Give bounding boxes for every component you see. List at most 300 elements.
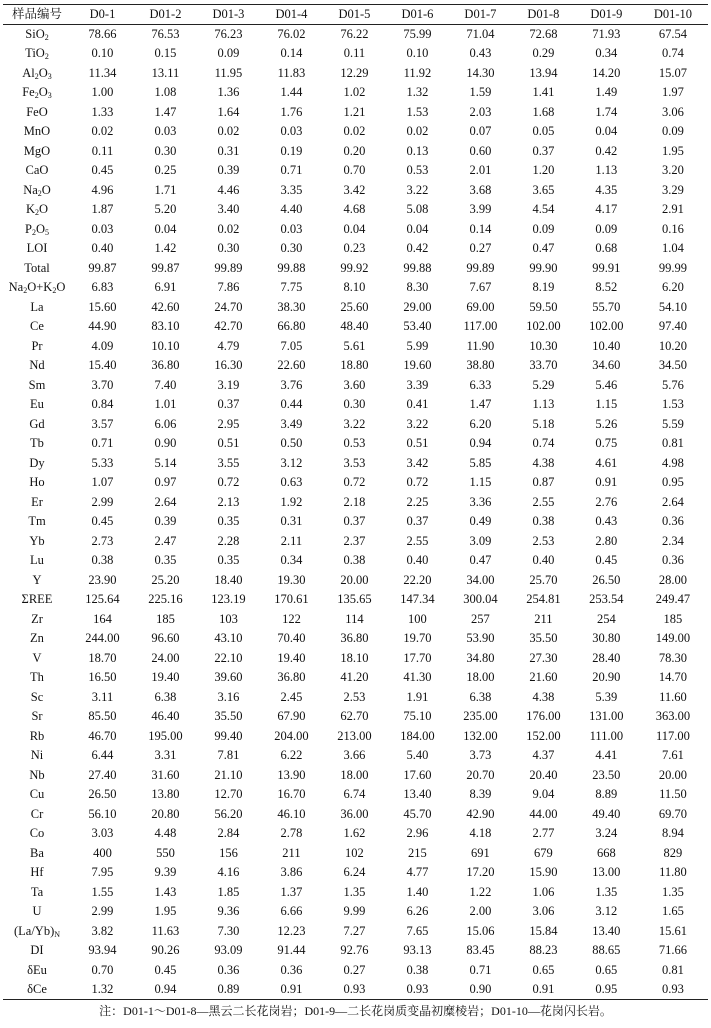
table-cell: 3.55 — [217, 455, 240, 470]
table-cell: 1.35 — [343, 884, 366, 899]
row-label: $Na_2O+K_2O$ — [8, 280, 66, 296]
table-cell: 122 — [282, 611, 301, 626]
table-cell: 2.47 — [154, 533, 177, 548]
table-cell: 249.47 — [655, 592, 691, 607]
table-cell: 1.13 — [532, 397, 555, 412]
table-cell: 11.83 — [277, 65, 306, 80]
table-cell: 53.90 — [466, 631, 495, 646]
table-row — [3, 142, 708, 162]
table-cell: 76.23 — [214, 27, 243, 41]
table-cell: 6.33 — [469, 377, 492, 392]
table-cell: 4.77 — [406, 865, 429, 880]
row-label: δEu — [27, 962, 47, 977]
table-cell: 15.84 — [529, 923, 558, 938]
table-cell: 5.14 — [154, 455, 177, 470]
table-cell: 0.31 — [217, 143, 240, 158]
table-cell: 46.40 — [151, 709, 180, 724]
table-cell: 83.45 — [466, 943, 495, 958]
table-cell: 1.43 — [154, 884, 177, 899]
table-cell: 8.52 — [595, 280, 618, 295]
table-row — [3, 220, 708, 240]
row-label: Eu — [30, 397, 44, 412]
table-cell: 5.46 — [595, 377, 618, 392]
table-cell: 0.34 — [595, 46, 618, 61]
row-label: Sc — [30, 689, 44, 704]
row-label: Zr — [31, 611, 43, 626]
table-cell: 0.25 — [154, 163, 177, 178]
table-cell: 1.33 — [91, 104, 114, 119]
table-cell: 2.77 — [532, 826, 555, 841]
table-cell: 4.54 — [532, 202, 555, 217]
table-cell: 0.37 — [532, 143, 555, 158]
row-label: Cr — [30, 806, 44, 821]
table-cell: 691 — [471, 845, 490, 860]
table-cell: 18.00 — [340, 767, 369, 782]
table-cell: 0.42 — [595, 143, 618, 158]
table-cell: 7.05 — [280, 338, 303, 353]
table-cell: 20.00 — [658, 767, 687, 782]
table-row — [3, 688, 708, 708]
table-cell: 0.71 — [91, 436, 114, 451]
table-cell: 0.40 — [406, 553, 429, 568]
table-cell: 3.53 — [343, 455, 366, 470]
table-cell: 4.17 — [595, 202, 618, 217]
table-row — [3, 766, 708, 786]
table-row — [3, 746, 708, 766]
table-cell: 25.70 — [529, 572, 558, 587]
table-cell: 147.34 — [400, 592, 435, 607]
table-cell: 0.51 — [217, 436, 240, 451]
table-cell: 15.07 — [658, 65, 687, 80]
table-cell: 11.50 — [659, 787, 687, 802]
table-cell: 3.12 — [280, 455, 303, 470]
table-cell: 164 — [93, 611, 112, 626]
table-cell: 85.50 — [88, 709, 117, 724]
table-cell: 12.70 — [214, 787, 243, 802]
table-cell: 6.24 — [343, 865, 366, 880]
table-cell: 0.71 — [469, 962, 492, 977]
table-cell: 4.79 — [217, 338, 240, 353]
table-cell: 0.81 — [661, 962, 684, 977]
table-cell: 36.00 — [340, 806, 369, 821]
table-cell: 0.40 — [532, 553, 555, 568]
table-cell: 20.80 — [151, 806, 180, 821]
table-cell: 3.24 — [595, 826, 618, 841]
table-cell: 1.97 — [661, 85, 684, 100]
table-cell: 254 — [596, 611, 616, 626]
table-cell: 41.20 — [340, 670, 369, 685]
table-cell: 1.95 — [661, 143, 684, 158]
table-cell: 2.84 — [217, 826, 240, 841]
table-row — [3, 844, 708, 864]
table-cell: 3.35 — [280, 182, 303, 197]
table-cell: 24.70 — [214, 299, 243, 314]
table-cell: 0.53 — [343, 436, 366, 451]
table-cell: 34.00 — [466, 572, 495, 587]
table-cell: 15.61 — [658, 923, 687, 938]
table-cell: 195.00 — [148, 728, 183, 743]
table-cell: 0.09 — [217, 46, 240, 61]
table-cell: 131.00 — [589, 709, 624, 724]
table-cell: 99.90 — [529, 260, 558, 275]
table-cell: 11.95 — [214, 65, 243, 80]
table-cell: 0.36 — [661, 553, 684, 568]
table-cell: 0.04 — [406, 221, 429, 236]
table-cell: 0.34 — [280, 553, 303, 568]
table-cell: 13.80 — [151, 787, 180, 802]
table-cell: 0.10 — [91, 46, 114, 61]
table-cell: 1.87 — [91, 202, 114, 217]
table-cell: 48.40 — [340, 319, 369, 334]
table-cell: 19.40 — [277, 650, 306, 665]
row-label: Hf — [30, 865, 44, 880]
table-cell: 2.53 — [343, 689, 366, 704]
table-cell: 0.30 — [343, 397, 366, 412]
table-cell: 2.28 — [217, 533, 240, 548]
table-cell: 2.96 — [406, 826, 429, 841]
table-cell: 20.70 — [466, 767, 495, 782]
table-cell: 0.35 — [154, 553, 177, 568]
table-cell: 1.04 — [661, 241, 684, 256]
table-row — [3, 415, 708, 435]
table-cell: 102 — [345, 845, 364, 860]
table-cell: 3.99 — [469, 202, 492, 217]
table-cell: 15.60 — [88, 299, 117, 314]
table-cell: 0.29 — [532, 46, 555, 61]
table-cell: 99.88 — [277, 260, 306, 275]
table-cell: 42.90 — [466, 806, 495, 821]
table-cell: 6.20 — [469, 416, 492, 431]
table-cell: 0.71 — [280, 163, 303, 178]
table-cell: 1.08 — [154, 85, 177, 100]
table-cell: 1.15 — [595, 397, 618, 412]
table-cell: 0.91 — [595, 475, 618, 490]
table-cell: 13.40 — [403, 787, 432, 802]
header-cell: D0-1 — [71, 5, 134, 25]
table-row — [3, 649, 708, 669]
table-row — [3, 25, 708, 45]
table-cell: 4.35 — [595, 182, 618, 197]
table-cell: 0.53 — [406, 163, 429, 178]
table-cell: 62.70 — [340, 709, 369, 724]
table-cell: 3.66 — [343, 748, 366, 763]
table-cell: 11.80 — [659, 865, 687, 880]
table-cell: 3.86 — [280, 865, 303, 880]
table-row — [3, 961, 708, 981]
row-label: ΣREE — [21, 592, 53, 607]
table-cell: 0.30 — [280, 241, 303, 256]
table-cell: 22.60 — [277, 358, 306, 373]
table-cell: 4.61 — [595, 455, 618, 470]
table-cell: 41.30 — [403, 670, 432, 685]
table-cell: 100 — [408, 611, 427, 626]
table-cell: 3.20 — [661, 163, 684, 178]
table-cell: 46.10 — [277, 806, 306, 821]
table-cell: 8.10 — [343, 280, 366, 295]
table-cell: 0.10 — [406, 46, 429, 61]
table-cell: 6.06 — [154, 416, 177, 431]
row-label: Sr — [31, 709, 43, 724]
table-cell: 3.22 — [343, 416, 366, 431]
table-row — [3, 239, 708, 259]
table-cell: 0.90 — [154, 436, 177, 451]
table-cell: 36.80 — [277, 670, 306, 685]
table-cell: 99.92 — [340, 260, 369, 275]
table-cell: 2.95 — [217, 416, 240, 431]
table-cell: 3.42 — [406, 455, 429, 470]
table-cell: 7.95 — [91, 865, 114, 880]
row-label: Ta — [30, 884, 44, 899]
table-cell: 3.70 — [91, 377, 114, 392]
table-cell: 3.29 — [661, 182, 684, 197]
row-label: $P_2O_5$ — [25, 221, 49, 237]
row-label: Rb — [29, 728, 45, 743]
table-cell: 2.25 — [406, 494, 429, 509]
table-cell: 7.61 — [661, 748, 684, 763]
table-cell: 1.21 — [343, 104, 366, 119]
table-cell: 9.04 — [532, 787, 555, 802]
table-cell: 76.02 — [277, 27, 306, 41]
table-cell: 0.93 — [323, 980, 386, 1000]
table-cell: 1.01 — [154, 397, 177, 412]
table-row — [3, 181, 708, 201]
table-cell: 1.32 — [71, 980, 134, 1000]
row-label: LOI — [26, 241, 48, 256]
table-cell: 1.53 — [406, 104, 429, 119]
table-cell: 3.68 — [469, 182, 492, 197]
table-cell: 3.73 — [469, 748, 492, 763]
table-cell: 176.00 — [526, 709, 561, 724]
table-cell: 4.37 — [532, 748, 555, 763]
table-cell: 4.38 — [532, 689, 555, 704]
table-cell: 99.87 — [88, 260, 117, 275]
table-cell: 99.89 — [466, 260, 495, 275]
table-row — [3, 356, 708, 376]
table-cell: 6.66 — [280, 904, 303, 919]
table-cell: 3.31 — [154, 748, 177, 763]
table-cell: 5.59 — [661, 416, 684, 431]
table-cell: 2.34 — [661, 533, 684, 548]
table-cell: 75.99 — [403, 27, 432, 41]
table-cell: 0.74 — [661, 46, 684, 61]
row-label: Sm — [28, 377, 46, 392]
table-cell: 2.55 — [532, 494, 555, 509]
table-cell: 2.73 — [91, 533, 114, 548]
table-cell: 1.53 — [661, 397, 684, 412]
table-cell: 39.60 — [214, 670, 243, 685]
table-cell: 8.30 — [406, 280, 429, 295]
table-row — [3, 532, 708, 552]
table-row — [3, 805, 708, 825]
table-cell: 2.00 — [469, 904, 492, 919]
table-cell: 90.26 — [151, 943, 180, 958]
table-cell: 75.10 — [403, 709, 432, 724]
table-cell: 5.39 — [595, 689, 618, 704]
table-cell: 0.11 — [91, 143, 114, 158]
row-label: δCe — [3, 980, 71, 1000]
table-cell: 0.93 — [638, 980, 708, 1000]
table-cell: 5.18 — [532, 416, 555, 431]
table-cell: 38.30 — [277, 299, 306, 314]
header-cell: D01-4 — [260, 5, 323, 25]
table-cell: 11.92 — [403, 65, 432, 80]
row-label: Nd — [29, 358, 45, 373]
table-body — [3, 25, 708, 1000]
table-cell: 3.76 — [280, 377, 303, 392]
table-cell: 9.99 — [343, 904, 366, 919]
table-cell: 225.16 — [148, 592, 183, 607]
table-cell: 42.70 — [214, 319, 243, 334]
table-cell: 11.34 — [88, 65, 117, 80]
table-cell: 3.16 — [217, 689, 240, 704]
table-cell: 5.76 — [661, 377, 684, 392]
table-cell: 5.08 — [406, 202, 429, 217]
table-cell: 0.37 — [406, 514, 429, 529]
table-cell: 1.41 — [532, 85, 555, 100]
table-cell: 2.78 — [280, 826, 303, 841]
table-cell: 4.40 — [280, 202, 303, 217]
table-cell: 0.14 — [280, 46, 303, 61]
table-cell: 5.61 — [343, 338, 366, 353]
table-cell: 111.00 — [589, 728, 624, 743]
table-cell: 5.40 — [406, 748, 429, 763]
table-row — [3, 200, 708, 220]
table-cell: 0.72 — [343, 475, 366, 490]
table-cell: 2.45 — [280, 689, 303, 704]
table-cell: 7.65 — [406, 923, 429, 938]
table-cell: 3.65 — [532, 182, 555, 197]
table-cell: 1.49 — [595, 85, 618, 100]
table-cell: 56.10 — [88, 806, 117, 821]
table-cell: 18.70 — [88, 650, 117, 665]
table-cell: 2.55 — [406, 533, 429, 548]
header-cell: D01-10 — [638, 5, 708, 25]
table-cell: 91.44 — [277, 943, 306, 958]
table-row — [3, 922, 708, 942]
table-cell: 10.30 — [529, 338, 558, 353]
table-cell: 3.40 — [217, 202, 240, 217]
table-cell: 204.00 — [274, 728, 309, 743]
table-cell: 12.29 — [340, 65, 369, 80]
table-cell: 10.40 — [592, 338, 621, 353]
table-cell: 92.76 — [340, 943, 369, 958]
table-cell: 31.60 — [151, 767, 180, 782]
table-cell: 215 — [408, 845, 427, 860]
table-cell: 6.26 — [406, 904, 429, 919]
table-cell: 257 — [471, 611, 490, 626]
table-cell: 0.20 — [343, 143, 366, 158]
table-row — [3, 278, 708, 298]
table-cell: 18.80 — [340, 358, 369, 373]
table-row — [3, 629, 708, 649]
table-cell: 13.94 — [529, 65, 558, 80]
table-cell: 0.19 — [280, 143, 303, 158]
table-cell: 0.30 — [217, 241, 240, 256]
table-cell: 9.39 — [154, 865, 177, 880]
table-cell: 4.16 — [217, 865, 240, 880]
table-cell: 254.81 — [526, 592, 561, 607]
table-cell: 0.40 — [91, 241, 114, 256]
row-label: $K_2O$ — [25, 202, 49, 218]
table-cell: 1.64 — [217, 104, 240, 119]
table-cell: 19.40 — [151, 670, 180, 685]
table-cell: 170.61 — [274, 592, 309, 607]
table-cell: 0.35 — [217, 553, 240, 568]
table-row — [3, 610, 708, 630]
table-cell: 6.38 — [469, 689, 492, 704]
table-cell: 0.36 — [280, 962, 303, 977]
table-cell: 35.50 — [214, 709, 243, 724]
table-cell: 2.18 — [343, 494, 366, 509]
table-cell: 6.20 — [661, 280, 684, 295]
table-cell: 17.20 — [466, 865, 495, 880]
table-cell: 0.02 — [91, 124, 114, 139]
table-cell: 21.10 — [214, 767, 243, 782]
table-cell: 244.00 — [85, 631, 120, 646]
table-cell: 0.49 — [469, 514, 492, 529]
table-cell: 23.90 — [88, 572, 117, 587]
table-row — [3, 64, 708, 84]
table-cell: 54.10 — [658, 299, 687, 314]
table-row — [3, 103, 708, 123]
table-cell: 0.42 — [406, 241, 429, 256]
table-cell: 0.15 — [154, 46, 177, 61]
table-cell: 0.38 — [343, 553, 366, 568]
table-cell: 0.95 — [575, 980, 638, 1000]
table-cell: 3.49 — [280, 416, 303, 431]
row-label: $(La/Yb)_N$ — [13, 923, 61, 939]
table-cell: 3.19 — [217, 377, 240, 392]
table-cell: 2.64 — [661, 494, 684, 509]
table-cell: 0.75 — [595, 436, 618, 451]
table-cell: 0.31 — [280, 514, 303, 529]
table-cell: 10.20 — [658, 338, 687, 353]
table-cell: 2.53 — [532, 533, 555, 548]
table-cell: 29.00 — [403, 299, 432, 314]
table-cell: 117.00 — [463, 319, 498, 334]
table-cell: 0.02 — [406, 124, 429, 139]
row-label: Tb — [30, 436, 44, 451]
table-cell: 17.60 — [403, 767, 432, 782]
table-row — [3, 434, 708, 454]
table-cell: 185 — [663, 611, 683, 626]
table-cell: 36.80 — [340, 631, 369, 646]
table-cell: 49.40 — [592, 806, 621, 821]
table-cell: 4.98 — [661, 455, 684, 470]
table-row — [3, 941, 708, 961]
table-cell: 67.90 — [277, 709, 306, 724]
table-cell: 18.40 — [214, 572, 243, 587]
table-cell: 76.53 — [151, 27, 180, 41]
table-cell: 1.71 — [154, 182, 177, 197]
header-cell: D01-5 — [323, 5, 386, 25]
table-cell: 0.27 — [343, 962, 366, 977]
table-cell: 6.83 — [91, 280, 114, 295]
table-cell: 15.90 — [529, 865, 558, 880]
table-cell: 44.00 — [529, 806, 558, 821]
table-cell: 24.00 — [151, 650, 180, 665]
header-cell: D01-8 — [512, 5, 575, 25]
table-cell: 99.88 — [403, 260, 432, 275]
table-cell: 34.80 — [466, 650, 495, 665]
table-cell: 117.00 — [655, 728, 690, 743]
table-cell: 6.74 — [343, 787, 366, 802]
table-cell: 7.67 — [469, 280, 492, 295]
table-cell: 0.23 — [343, 241, 366, 256]
table-row — [3, 493, 708, 513]
table-cell: 156 — [219, 845, 238, 860]
table-cell: 7.75 — [280, 280, 303, 295]
